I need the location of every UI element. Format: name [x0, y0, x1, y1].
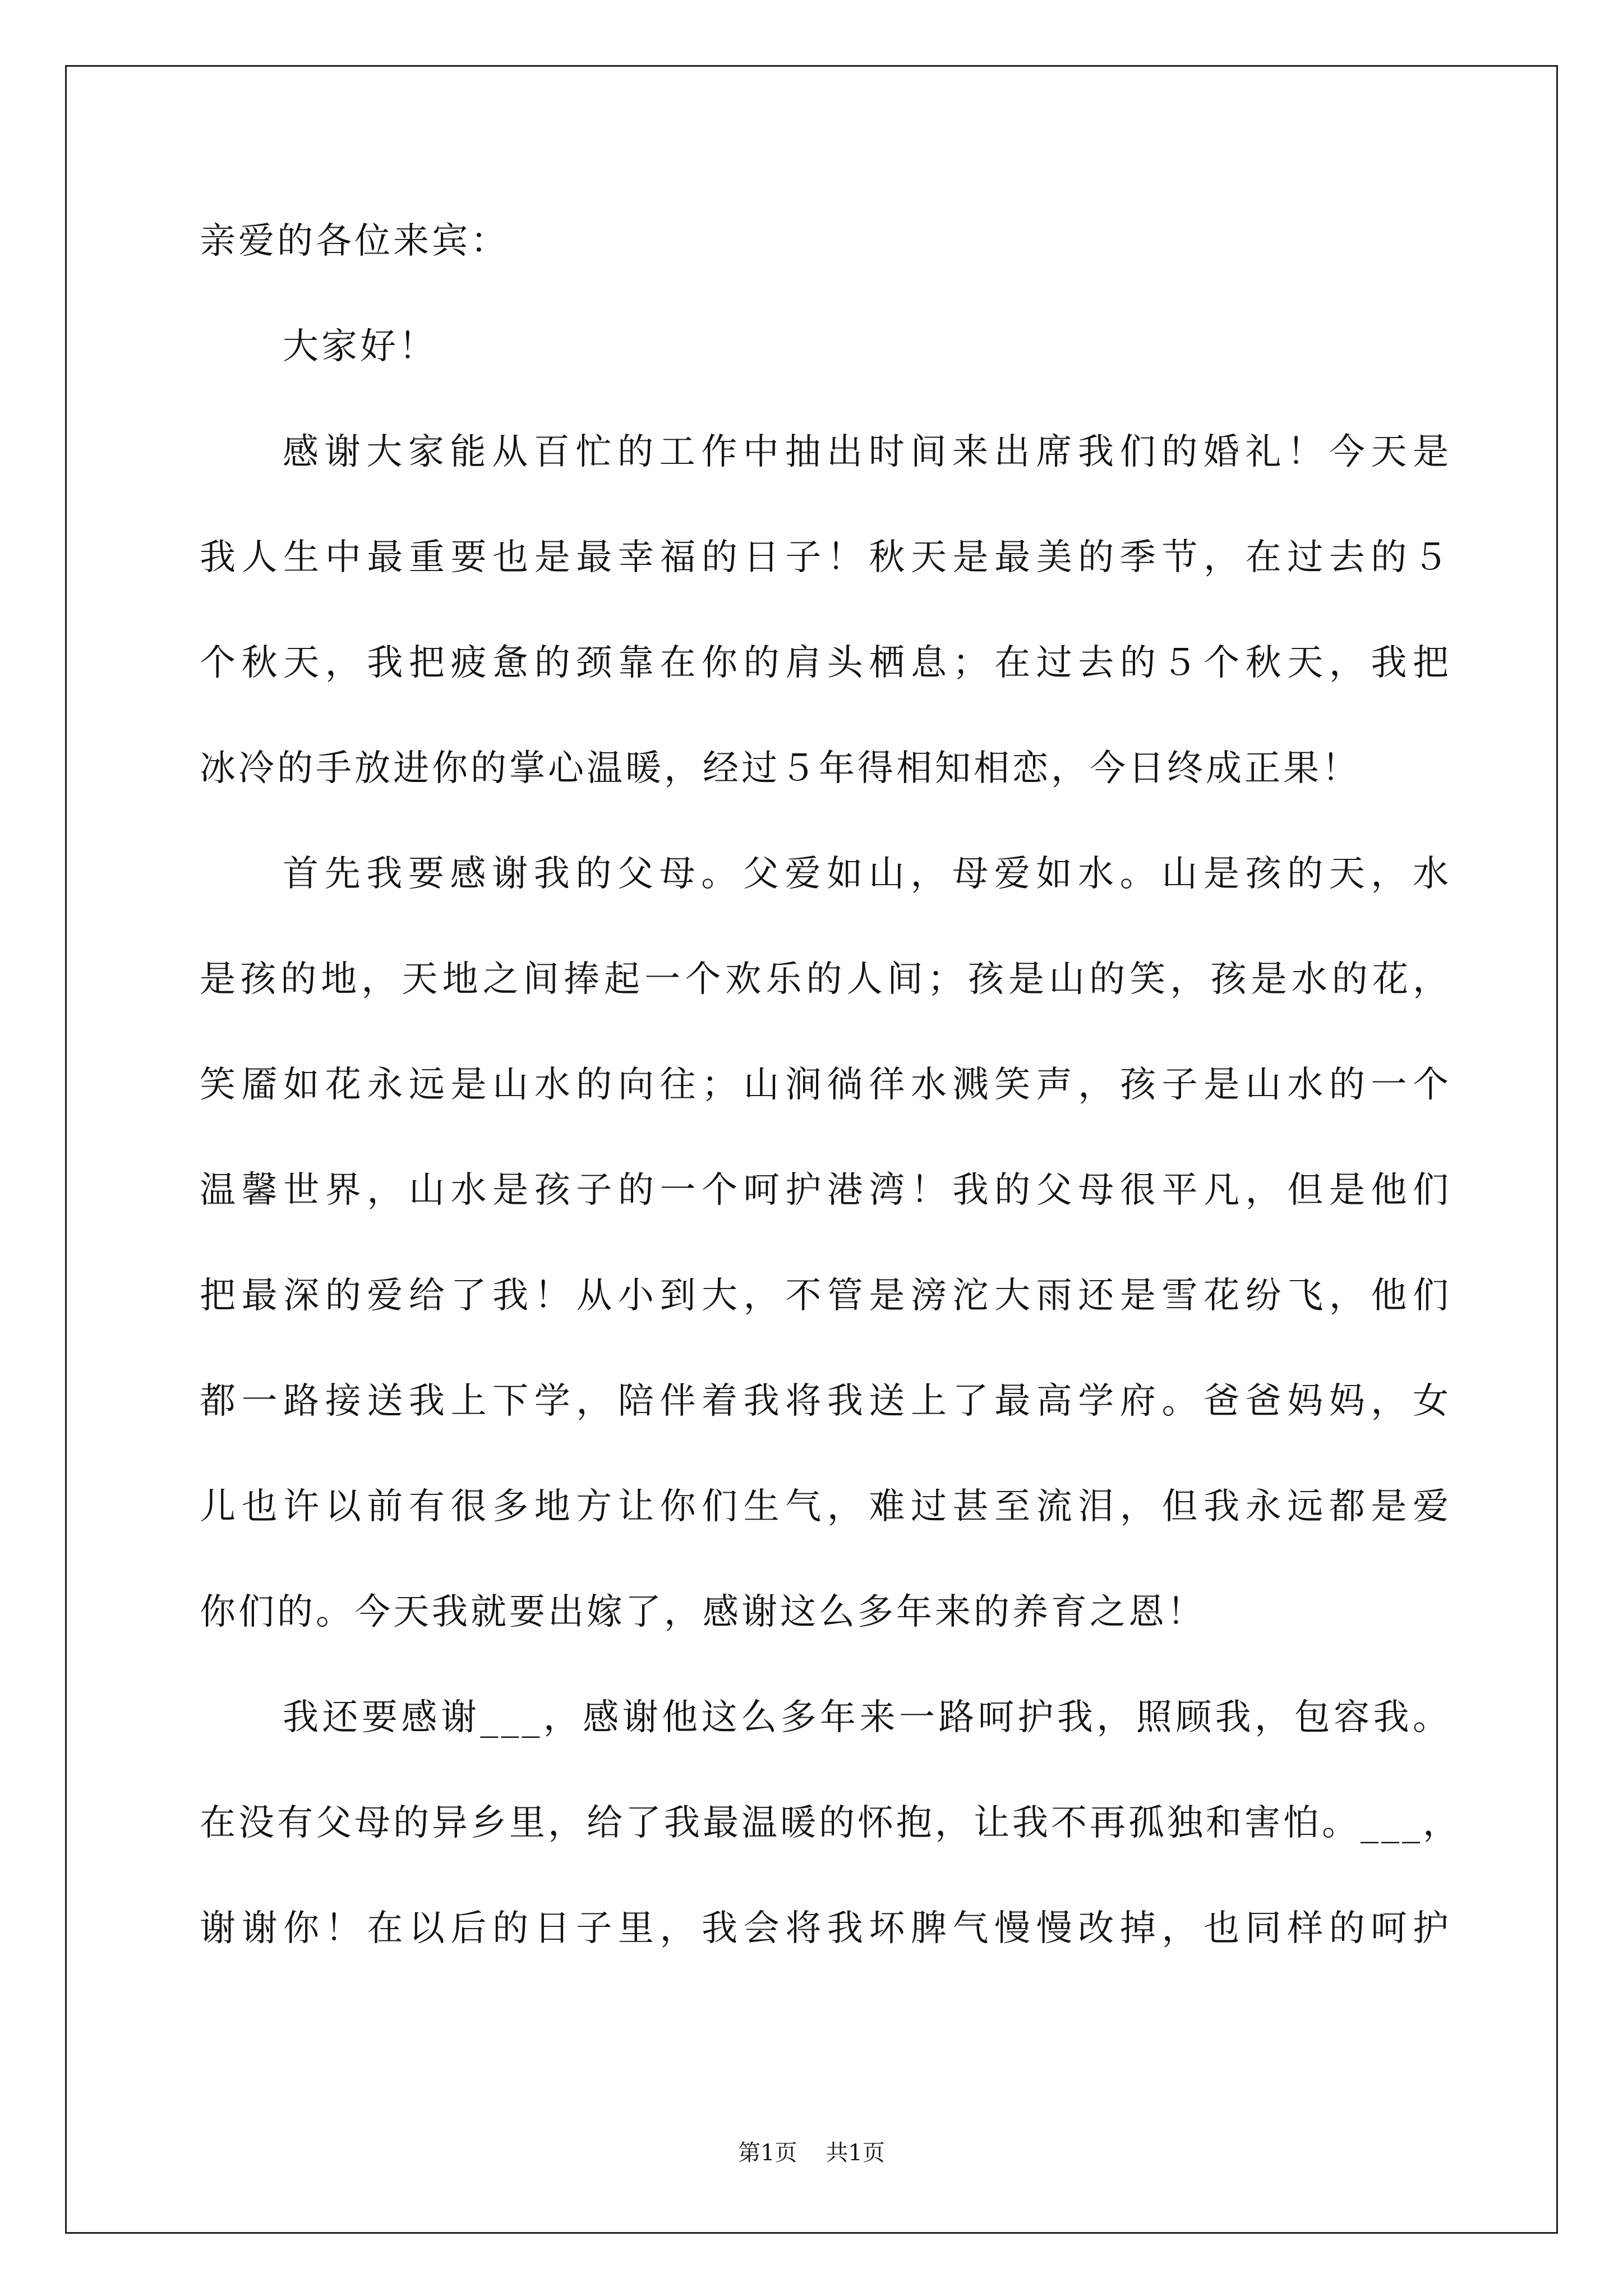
text-line-13: 你们的。今天我就要出嫁了，感谢这么多年来的养育之恩！ — [200, 1591, 1206, 1633]
text-line-3: 我人生中最重要也是最幸福的日子！秋天是最美的季节，在过去的５ — [200, 537, 1451, 578]
text-line-11: 都一路接送我上下学，陪伴着我将我送上了最高学府。爸爸妈妈，女 — [200, 1381, 1451, 1422]
text-line-6: 首先我要感谢我的父母。父爱如山，母爱如水。山是孩的天，水 — [283, 853, 1451, 895]
text-line-14: 我还要感谢___，感谢他这么多年来一路呵护我，照顾我，包容我。 — [283, 1697, 1451, 1738]
text-line-5: 冰冷的手放进你的掌心温暖，经过５年得相知相恋，今日终成正果！ — [200, 748, 1361, 789]
text-line-8: 笑靥如花永远是山水的向往；山涧徜徉水溅笑声，孩子是山水的一个 — [200, 1064, 1451, 1106]
greeting-line: 亲爱的各位来宾： — [200, 220, 509, 262]
text-line-1: 大家好！ — [283, 326, 437, 367]
document-body — [200, 220, 1461, 2016]
text-line-10: 把最深的爱给了我！从小到大，不管是滂沱大雨还是雪花纷飞，他们 — [200, 1275, 1451, 1317]
text-line-7: 是孩的地，天地之间捧起一个欢乐的人间；孩是山的笑，孩是水的花， — [200, 959, 1451, 1000]
text-line-15: 在没有父母的异乡里，给了我最温暖的怀抱，让我不再孤独和害怕。___， — [200, 1802, 1461, 1844]
text-line-4: 个秋天，我把疲惫的颈靠在你的肩头栖息；在过去的５个秋天，我把 — [200, 642, 1451, 684]
text-line-2: 感谢大家能从百忙的工作中抽出时间来出席我们的婚礼！今天是 — [283, 431, 1451, 473]
text-line-16: 谢谢你！在以后的日子里，我会将我坏脾气慢慢改掉，也同样的呵护 — [200, 1908, 1451, 1949]
text-line-9: 温馨世界，山水是孩子的一个呵护港湾！我的父母很平凡，但是他们 — [200, 1170, 1451, 1211]
text-line-12: 儿也许以前有很多地方让你们生气，难过甚至流泪，但我永远都是爱 — [200, 1486, 1451, 1527]
page-footer: 第1页 共1页 — [738, 2140, 885, 2166]
